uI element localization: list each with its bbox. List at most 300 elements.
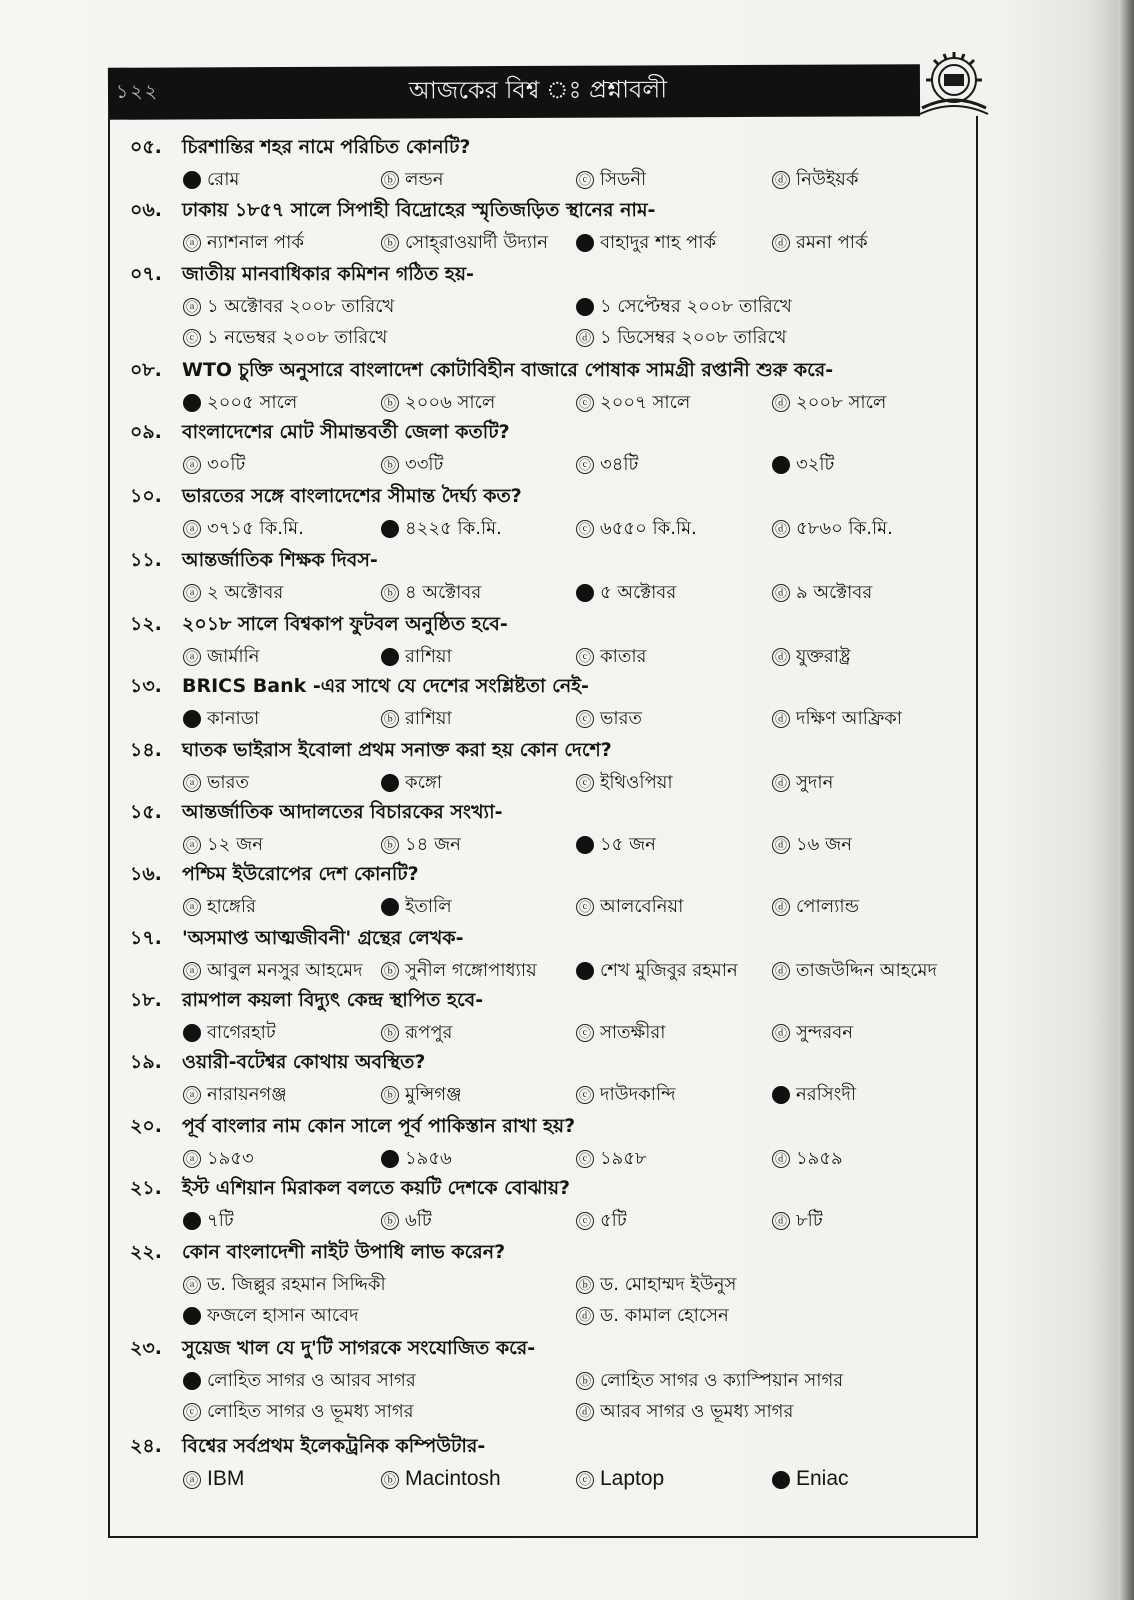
page-title: আজকের বিশ্ব ঃ প্রশ্নাবলী	[408, 75, 668, 105]
question-number: ১৪.	[130, 739, 162, 761]
option-text: রোম	[207, 169, 240, 190]
question-number: ১৯.	[130, 1051, 162, 1073]
question-stem: ২০১৮ সালে বিশ্বকাপ ফুটবল অনুষ্ঠিত হবে-	[182, 613, 508, 635]
option-marker-icon: ⓓ	[772, 1024, 790, 1042]
option-marker-icon: ⓓ	[576, 1403, 594, 1421]
option-text: যুক্তরাষ্ট্র	[796, 646, 851, 667]
question-number: ১৫.	[130, 801, 162, 823]
option-text: ভারত	[207, 772, 250, 793]
option-item	[772, 1207, 823, 1235]
option-item	[183, 389, 297, 417]
option-marker-icon: ⓐ	[183, 1276, 201, 1294]
option-item	[183, 1302, 359, 1330]
question-number: ১২.	[130, 613, 162, 635]
question-number: ১১.	[130, 549, 162, 571]
option-marker-icon: ⓒ	[576, 710, 594, 728]
option-item	[183, 1081, 287, 1109]
option-text: ২০০৭ সালে	[600, 392, 691, 413]
question-number: ১০.	[130, 485, 162, 507]
option-marker-icon: ⓒ	[576, 394, 594, 412]
option-item	[183, 893, 256, 921]
question-text	[130, 736, 980, 764]
correct-answer-marker-icon	[381, 774, 399, 792]
option-text: রাশিয়া	[405, 646, 452, 667]
option-item	[576, 293, 792, 321]
option-marker-icon: ⓐ	[183, 1471, 201, 1489]
question-text	[130, 1174, 980, 1202]
option-text: জার্মানি	[207, 646, 260, 667]
option-text: ৫টি	[600, 1210, 627, 1231]
option-text: কঙ্গো	[405, 772, 442, 793]
option-item	[183, 324, 387, 352]
correct-answer-marker-icon	[772, 1086, 790, 1104]
option-item	[576, 1465, 664, 1494]
option-marker-icon: ⓒ	[576, 774, 594, 792]
option-item	[183, 1145, 254, 1173]
question-stem: চিরশান্তির শহর নামে পরিচিত কোনটি?	[182, 136, 471, 158]
correct-answer-marker-icon	[183, 1307, 201, 1325]
option-item	[576, 1302, 729, 1330]
option-text: সুদান	[796, 772, 834, 793]
option-marker-icon: ⓒ	[576, 1024, 594, 1042]
option-item	[183, 831, 263, 859]
option-text: ৫৮৬০ কি.মি.	[796, 518, 893, 539]
correct-answer-marker-icon	[576, 234, 594, 252]
option-text: ১৯৫৮	[600, 1148, 647, 1169]
option-item	[772, 1465, 849, 1494]
question-text	[130, 1334, 980, 1362]
option-text: ভারত	[600, 708, 643, 729]
option-marker-icon: ⓓ	[576, 329, 594, 347]
option-item	[381, 389, 495, 417]
option-item	[576, 769, 673, 797]
question-text	[130, 482, 980, 510]
option-item	[381, 643, 452, 671]
question-number: ০৯.	[130, 421, 162, 443]
option-marker-icon: ⓒ	[183, 1403, 201, 1421]
option-item	[772, 769, 833, 797]
option-text: IBM	[207, 1467, 245, 1490]
option-marker-icon: ⓐ	[183, 1086, 201, 1104]
correct-answer-marker-icon	[183, 1024, 201, 1042]
question-text	[130, 1238, 980, 1266]
option-marker-icon: ⓒ	[576, 648, 594, 666]
option-marker-icon: ⓒ	[576, 1471, 594, 1489]
option-marker-icon: ⓓ	[772, 171, 790, 189]
option-text: ২০০৫ সালে	[207, 392, 298, 413]
option-text: লন্ডন	[405, 169, 444, 190]
correct-answer-marker-icon	[381, 520, 399, 538]
question-text	[130, 418, 980, 446]
option-item	[772, 579, 872, 607]
correct-answer-marker-icon	[576, 298, 594, 316]
question-stem: ইস্ট এশিয়ান মিরাকল বলতে কয়টি দেশকে বোঝায়?	[182, 1177, 571, 1199]
option-item	[183, 705, 259, 733]
question-number: ০৬.	[130, 199, 162, 221]
option-text: লোহিত সাগর ও ভূমধ্য সাগর	[207, 1401, 414, 1422]
option-marker-icon: ⓐ	[183, 234, 201, 252]
option-marker-icon: ⓒ	[576, 898, 594, 916]
option-item	[772, 1081, 856, 1109]
option-text: ৯ অক্টোবর	[796, 582, 873, 603]
option-text: নারায়নগঞ্জ	[207, 1084, 287, 1105]
option-text: সোহ্‌রাওয়ার্দী উদ্যান	[405, 232, 549, 253]
option-marker-icon: ⓓ	[772, 234, 790, 252]
option-text: Macintosh	[405, 1467, 501, 1490]
option-marker-icon: ⓐ	[183, 1150, 201, 1168]
option-item	[772, 893, 859, 921]
correct-answer-marker-icon	[381, 898, 399, 916]
option-item	[381, 831, 461, 859]
question-text	[130, 1112, 980, 1140]
option-text: ৪২২৫ কি.মি.	[405, 518, 502, 539]
correct-answer-marker-icon	[183, 1372, 201, 1390]
question-text	[130, 356, 980, 384]
option-text: ৩০টি	[207, 454, 246, 475]
option-text: ৮টি	[796, 1210, 823, 1231]
option-item	[772, 705, 902, 733]
option-item	[576, 166, 646, 194]
correct-answer-marker-icon	[772, 456, 790, 474]
option-marker-icon: ⓑ	[381, 1086, 399, 1104]
option-item	[381, 705, 452, 733]
question-text	[130, 260, 980, 288]
question-stem: বাংলাদেশের মোট সীমান্তবর্তী জেলা কতটি?	[182, 421, 510, 443]
option-item	[576, 957, 738, 985]
option-text: সিডনী	[600, 169, 647, 190]
question-number: ২০.	[130, 1115, 162, 1137]
question-stem: ঘাতক ভাইরাস ইবোলা প্রথম সনাক্ত করা হয় কোন দেশে?	[182, 739, 612, 761]
option-text: ইথিওপিয়া	[600, 772, 673, 793]
option-text: ৪ অক্টোবর	[405, 582, 482, 603]
option-text: তাজউদ্দিন আহমেদ	[796, 960, 937, 981]
option-item	[576, 1081, 676, 1109]
option-text: আরব সাগর ও ভূমধ্য সাগর	[600, 1401, 794, 1422]
option-text: ন্যাশনাল পার্ক	[207, 232, 304, 253]
option-text: শেখ মুজিবুর রহমান	[600, 960, 738, 981]
option-marker-icon: ⓒ	[576, 520, 594, 538]
question-text	[130, 798, 980, 826]
question-number: ০৫.	[130, 136, 162, 158]
option-text: কানাডা	[207, 708, 260, 729]
option-marker-icon: ⓒ	[576, 1212, 594, 1230]
option-text: ১৯৫৩	[207, 1148, 254, 1169]
question-stem: 'অসমাপ্ত আত্মজীবনী' গ্রন্থের লেখক-	[182, 927, 464, 949]
option-marker-icon: ⓒ	[576, 1150, 594, 1168]
option-text: পোল্যান্ড	[796, 896, 859, 917]
option-text: Laptop	[600, 1467, 665, 1490]
option-item	[183, 229, 304, 257]
question-stem: WTO চুক্তি অনুসারে বাংলাদেশ কোটাবিহীন বাজারে পোষাক সামগ্রী রপ্তানী শুরু করে-	[182, 359, 834, 381]
option-marker-icon: ⓓ	[772, 710, 790, 728]
option-item	[576, 579, 676, 607]
option-item	[381, 1019, 452, 1047]
option-marker-icon: ⓑ	[381, 1024, 399, 1042]
option-item	[183, 1271, 386, 1299]
option-item	[772, 1019, 853, 1047]
question-number: ০৭.	[130, 263, 162, 285]
option-item	[183, 1465, 244, 1494]
option-marker-icon: ⓒ	[576, 456, 594, 474]
option-text: ইতালি	[405, 896, 452, 917]
option-text: ৩৪টি	[600, 454, 639, 475]
option-text: দাউদকান্দি	[600, 1084, 676, 1105]
option-text: রূপপুর	[405, 1022, 453, 1043]
option-marker-icon: ⓑ	[381, 962, 399, 980]
page-number: ১২২	[115, 80, 160, 103]
question-number: ১৩.	[130, 675, 162, 697]
option-marker-icon: ⓑ	[381, 394, 399, 412]
option-item	[381, 1145, 452, 1173]
option-text: লোহিত সাগর ও ক্যাস্পিয়ান সাগর	[600, 1370, 844, 1391]
question-number: ২৩.	[130, 1337, 162, 1359]
option-text: লোহিত সাগর ও আরব সাগর	[207, 1370, 416, 1391]
option-item	[183, 769, 249, 797]
option-text: ২০০৮ সালে	[796, 392, 887, 413]
option-marker-icon: ⓑ	[381, 171, 399, 189]
page-header	[108, 64, 920, 120]
question-stem: সুয়েজ খাল যে দু'টি সাগরকে সংযোজিত করে-	[182, 1337, 536, 1359]
option-text: ৩২টি	[796, 454, 835, 475]
option-marker-icon: ⓐ	[183, 774, 201, 792]
question-number: ১৮.	[130, 989, 162, 1011]
option-item	[183, 293, 394, 321]
option-marker-icon: ⓐ	[183, 962, 201, 980]
option-marker-icon: ⓓ	[772, 394, 790, 412]
option-text: রাশিয়া	[405, 708, 452, 729]
option-item	[576, 324, 787, 352]
option-item	[381, 957, 537, 985]
option-item	[381, 1207, 432, 1235]
option-item	[772, 957, 937, 985]
option-item	[576, 1271, 736, 1299]
option-marker-icon: ⓑ	[381, 584, 399, 602]
option-text: মুন্সিগঞ্জ	[405, 1084, 462, 1105]
option-marker-icon: ⓑ	[381, 1471, 399, 1489]
option-item	[381, 579, 481, 607]
option-item	[576, 229, 716, 257]
option-marker-icon: ⓓ	[772, 1150, 790, 1168]
option-item	[772, 515, 893, 543]
option-text: রমনা পার্ক	[796, 232, 868, 253]
option-text: ফজলে হাসান আবেদ	[207, 1305, 359, 1326]
option-item	[381, 451, 443, 479]
question-stem: রামপাল কয়লা বিদ্যুৎ কেন্দ্র স্থাপিত হবে-	[182, 989, 484, 1011]
option-item	[772, 166, 858, 194]
page-edge-shadow	[1118, 0, 1134, 1600]
question-stem: কোন বাংলাদেশী নাইট উপাধি লাভ করেন?	[182, 1241, 506, 1263]
correct-answer-marker-icon	[183, 394, 201, 412]
option-marker-icon: ⓓ	[772, 774, 790, 792]
option-item	[772, 389, 886, 417]
question-text	[130, 986, 980, 1014]
option-text: ১৪ জন	[405, 834, 461, 855]
option-item	[183, 451, 245, 479]
option-text: ৭টি	[207, 1210, 234, 1231]
option-text: আবুল মনসুর আহমেদ	[207, 960, 363, 981]
option-text: সাতক্ষীরা	[600, 1022, 666, 1043]
option-item	[576, 1367, 843, 1395]
question-text	[130, 546, 980, 574]
option-text: সুন্দরবন	[796, 1022, 853, 1043]
option-marker-icon: ⓒ	[576, 1086, 594, 1104]
option-marker-icon: ⓐ	[183, 584, 201, 602]
question-number: ০৮.	[130, 359, 162, 381]
option-marker-icon: ⓐ	[183, 648, 201, 666]
option-item	[576, 515, 697, 543]
question-number: ২১.	[130, 1177, 162, 1199]
option-text: বাগেরহাট	[207, 1022, 276, 1043]
question-number: ২৪.	[130, 1435, 162, 1457]
option-text: ১৬ জন	[796, 834, 852, 855]
option-item	[381, 166, 444, 194]
option-text: ১ নভেম্বর ২০০৮ তারিখে	[207, 327, 388, 348]
option-item	[183, 1019, 276, 1047]
option-item	[183, 1207, 234, 1235]
option-item	[183, 957, 363, 985]
option-text: হাঙ্গেরি	[207, 896, 256, 917]
option-marker-icon: ⓒ	[183, 329, 201, 347]
option-text: ৬৫৫০ কি.মি.	[600, 518, 697, 539]
question-stem: জাতীয় মানবাধিকার কমিশন গঠিত হয়-	[182, 263, 474, 285]
option-item	[772, 831, 852, 859]
correct-answer-marker-icon	[576, 584, 594, 602]
question-stem: পশ্চিম ইউরোপের দেশ কোনটি?	[182, 863, 419, 885]
correct-answer-marker-icon	[183, 1212, 201, 1230]
correct-answer-marker-icon	[576, 836, 594, 854]
option-text: ড. কামাল হোসেন	[600, 1305, 729, 1326]
option-item	[183, 579, 283, 607]
option-text: ১ সেপ্টেম্বর ২০০৮ তারিখে	[600, 296, 792, 317]
question-stem: পূর্ব বাংলার নাম কোন সালে পূর্ব পাকিস্তান রাখা হয়?	[182, 1115, 576, 1137]
question-number: ১৬.	[130, 863, 162, 885]
option-marker-icon: ⓑ	[576, 1276, 594, 1294]
option-marker-icon: ⓑ	[576, 1372, 594, 1390]
option-text: Eniac	[796, 1467, 849, 1490]
question-stem: ওয়ারী-বটেশ্বর কোথায় অবস্থিত?	[182, 1051, 426, 1073]
option-item	[576, 1019, 665, 1047]
option-marker-icon: ⓓ	[772, 962, 790, 980]
option-item	[183, 1367, 416, 1395]
option-text: ৫ অক্টোবর	[600, 582, 677, 603]
option-marker-icon: ⓓ	[772, 520, 790, 538]
option-item	[576, 643, 646, 671]
option-marker-icon: ⓑ	[381, 1212, 399, 1230]
question-text	[130, 1048, 980, 1076]
option-marker-icon: ⓓ	[772, 836, 790, 854]
question-text	[130, 860, 980, 888]
option-text: দক্ষিণ আফ্রিকা	[796, 708, 902, 729]
option-text: ১৯৫৬	[405, 1148, 452, 1169]
question-text	[130, 1432, 980, 1460]
option-text: ২ অক্টোবর	[207, 582, 284, 603]
question-text	[130, 672, 980, 700]
option-text: নরসিংদী	[796, 1084, 857, 1105]
question-stem: বিশ্বের সর্বপ্রথম ইলেকট্রনিক কম্পিউটার-	[182, 1435, 486, 1457]
option-text: আলবেনিয়া	[600, 896, 684, 917]
option-marker-icon: ⓓ	[772, 584, 790, 602]
option-item	[772, 451, 834, 479]
question-text	[130, 610, 980, 638]
option-text: বাহাদুর শাহ পার্ক	[600, 232, 717, 253]
question-number: ২২.	[130, 1241, 162, 1263]
option-marker-icon: ⓐ	[183, 836, 201, 854]
option-marker-icon: ⓐ	[183, 456, 201, 474]
question-stem: ভারতের সঙ্গে বাংলাদেশের সীমান্ত দৈর্ঘ্য কত?	[182, 485, 522, 507]
question-stem: ঢাকায় ১৮৫৭ সালে সিপাহী বিদ্রোহের স্মৃতিজড়িত স্থানের নাম-	[182, 199, 656, 221]
correct-answer-marker-icon	[183, 171, 201, 189]
option-item	[381, 1465, 501, 1494]
option-text: ২০০৬ সালে	[405, 392, 496, 413]
question-number: ১৭.	[130, 927, 162, 949]
correct-answer-marker-icon	[576, 962, 594, 980]
question-text	[130, 924, 980, 952]
question-text	[130, 196, 980, 224]
option-marker-icon: ⓑ	[381, 710, 399, 728]
option-text: ৩৩টি	[405, 454, 444, 475]
option-marker-icon: ⓑ	[381, 456, 399, 474]
option-marker-icon: ⓓ	[576, 1307, 594, 1325]
option-text: ড. মোহাম্মদ ইউনুস	[600, 1274, 737, 1295]
option-marker-icon: ⓓ	[772, 1212, 790, 1230]
correct-answer-marker-icon	[183, 710, 201, 728]
option-text: ১ ডিসেম্বর ২০০৮ তারিখে	[600, 327, 787, 348]
option-item	[576, 705, 642, 733]
option-marker-icon: ⓓ	[772, 648, 790, 666]
option-item	[576, 1207, 627, 1235]
option-marker-icon: ⓐ	[183, 898, 201, 916]
option-item	[772, 1145, 843, 1173]
option-item	[576, 389, 690, 417]
option-text: ১ অক্টোবর ২০০৮ তারিখে	[207, 296, 395, 317]
option-text: ১২ জন	[207, 834, 263, 855]
option-item	[772, 643, 850, 671]
option-item	[576, 451, 638, 479]
option-item	[183, 166, 239, 194]
option-item	[183, 1398, 414, 1426]
question-stem: আন্তর্জাতিক শিক্ষক দিবস-	[182, 549, 378, 571]
option-item	[576, 1145, 647, 1173]
option-item	[381, 769, 442, 797]
question-stem: BRICS Bank -এর সাথে যে দেশের সংশ্লিষ্টতা নেই-	[182, 675, 589, 697]
option-item	[381, 1081, 461, 1109]
option-item	[183, 643, 259, 671]
option-marker-icon: ⓒ	[576, 171, 594, 189]
option-marker-icon: ⓐ	[183, 298, 201, 316]
option-item	[772, 229, 868, 257]
option-marker-icon: ⓑ	[381, 836, 399, 854]
option-text: ৬টি	[405, 1210, 432, 1231]
question-text	[130, 133, 980, 161]
option-marker-icon: ⓓ	[772, 898, 790, 916]
option-text: ৩৭১৫ কি.মি.	[207, 518, 304, 539]
correct-answer-marker-icon	[381, 648, 399, 666]
option-text: ড. জিল্লুর রহমান সিদ্দিকী	[207, 1274, 386, 1295]
option-text: সুনীল গঙ্গোপাধ্যায়	[405, 960, 537, 981]
correct-answer-marker-icon	[381, 1150, 399, 1168]
option-text: নিউইয়র্ক	[796, 169, 859, 190]
option-text: ১৫ জন	[600, 834, 656, 855]
option-item	[576, 831, 656, 859]
option-text: কাতার	[600, 646, 647, 667]
option-item	[381, 229, 548, 257]
option-item	[576, 893, 683, 921]
question-stem: আন্তর্জাতিক আদালতের বিচারকের সংখ্যা-	[182, 801, 503, 823]
correct-answer-marker-icon	[772, 1471, 790, 1489]
option-text: ১৯৫৯	[796, 1148, 843, 1169]
option-marker-icon: ⓑ	[381, 234, 399, 252]
option-item	[183, 515, 304, 543]
